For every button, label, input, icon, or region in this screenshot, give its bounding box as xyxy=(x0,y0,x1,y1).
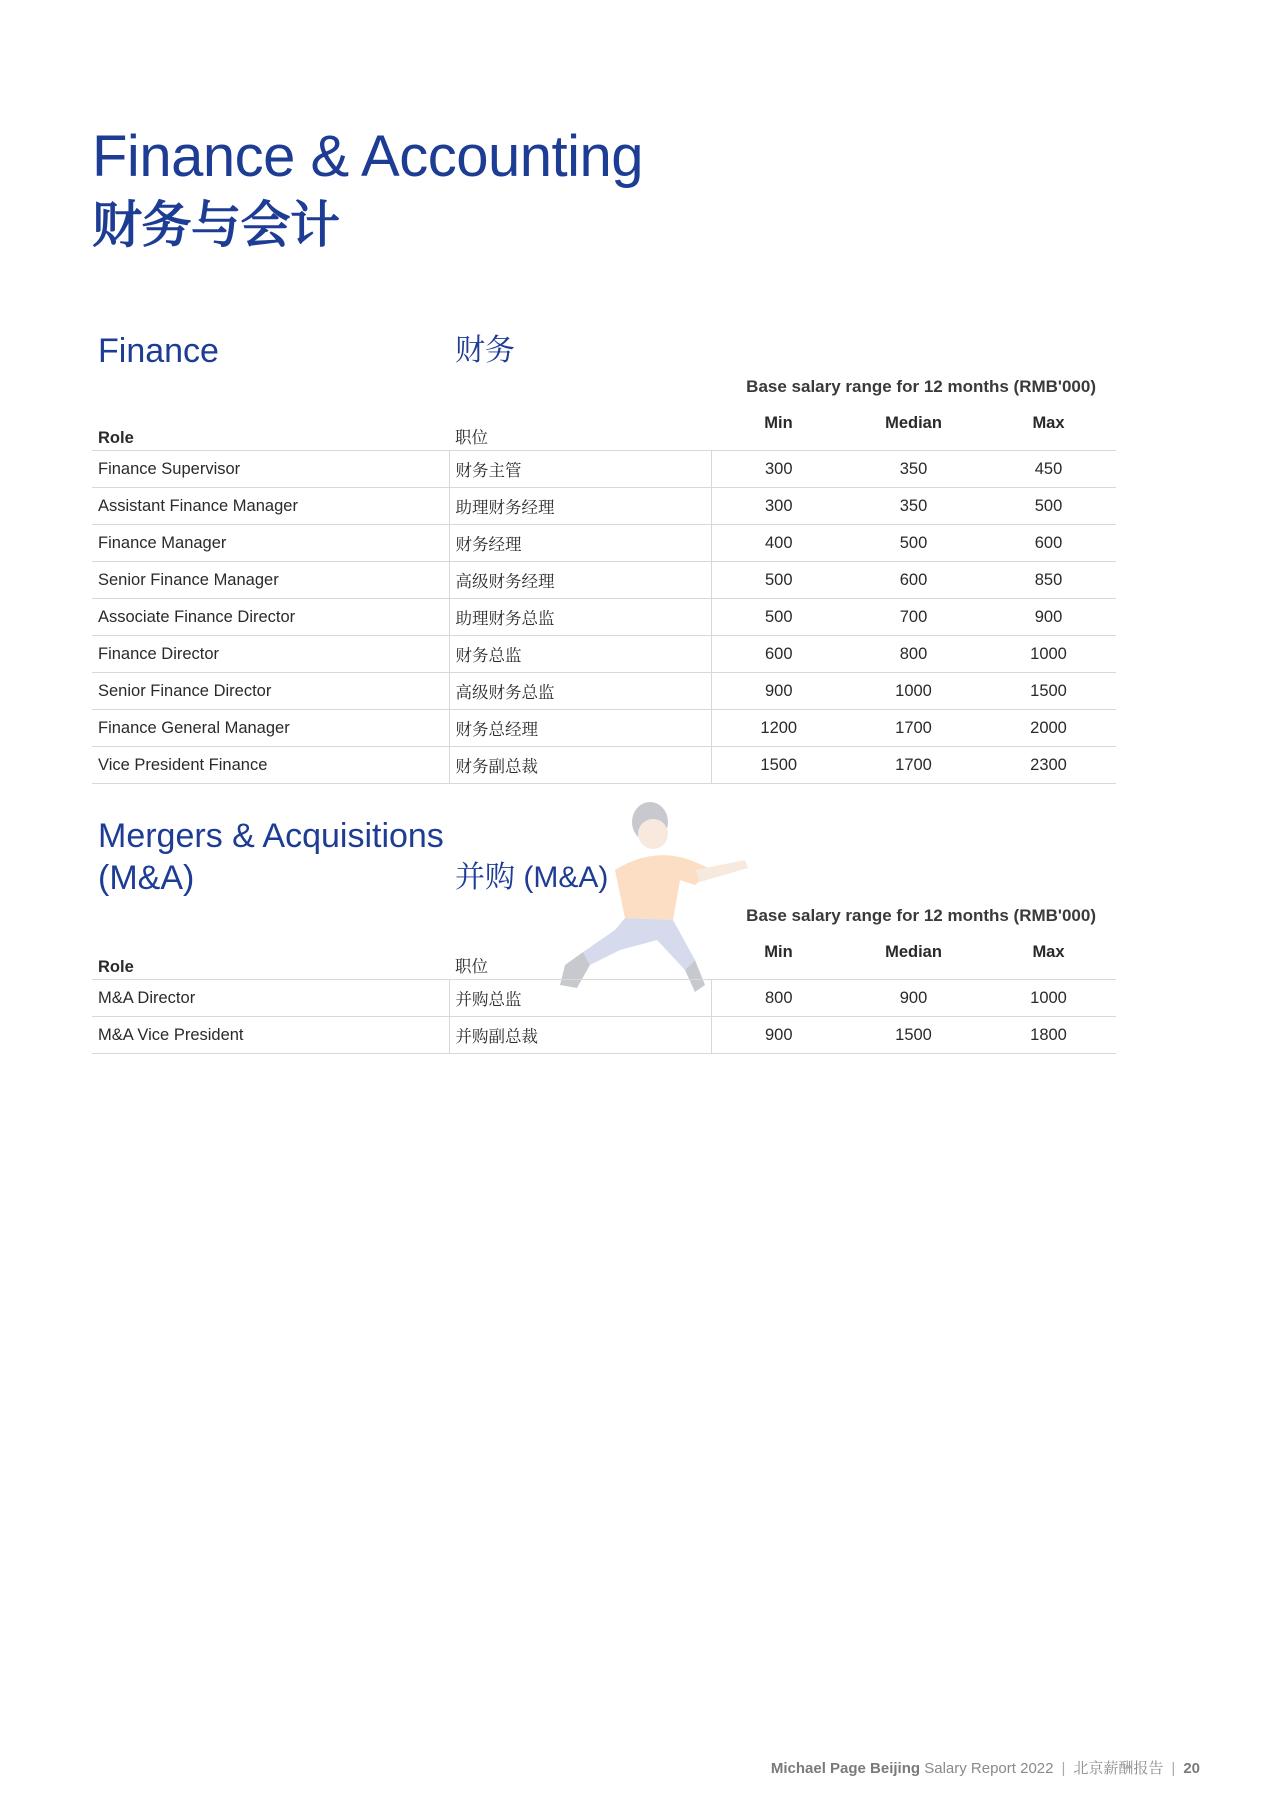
min-cell: 1500 xyxy=(711,747,846,784)
ma-title-line2: (M&A) xyxy=(98,859,195,897)
finance-section-title-zh: 财务 xyxy=(455,334,515,367)
table-row xyxy=(92,562,1116,599)
role-cell: Senior Finance Director xyxy=(92,673,449,710)
max-cell: 450 xyxy=(981,451,1116,488)
table-row xyxy=(92,673,1116,710)
min-cell: 300 xyxy=(711,488,846,525)
max-cell: 1800 xyxy=(981,1017,1116,1054)
role-cell: Senior Finance Manager xyxy=(92,562,449,599)
ma-title-line1: Mergers & Acquisitions xyxy=(98,817,444,855)
median-header: Median xyxy=(885,414,942,432)
median-cell: 350 xyxy=(846,451,981,488)
role-cell: Assistant Finance Manager xyxy=(92,488,449,525)
page-footer: Michael Page Beijing Salary Report 2022 | 北京薪酬报告 | 20 xyxy=(770,1760,1200,1777)
ma-table-body xyxy=(92,980,1116,1054)
median-cell: 1700 xyxy=(846,747,981,784)
role-cell: Associate Finance Director xyxy=(92,599,449,636)
table-header-row xyxy=(92,408,1116,451)
role-header: Role xyxy=(98,958,134,976)
table-row xyxy=(92,525,1116,562)
max-cell: 500 xyxy=(981,488,1116,525)
role-cell: Finance Manager xyxy=(92,525,449,562)
max-header: Max xyxy=(1032,414,1065,432)
median-header: Median xyxy=(885,943,942,961)
ma-section-title xyxy=(98,815,444,899)
min-header: Min xyxy=(764,943,793,961)
max-cell: 600 xyxy=(981,525,1116,562)
role-zh-cell: 并购总监 xyxy=(449,980,711,1017)
role-zh-header: 职位 xyxy=(455,958,488,976)
table-row xyxy=(92,488,1116,525)
role-zh-cell: 财务主管 xyxy=(449,451,711,488)
page-title-en: Finance & Accounting xyxy=(92,124,644,189)
median-cell: 1700 xyxy=(846,710,981,747)
max-cell: 1500 xyxy=(981,673,1116,710)
table-header-row xyxy=(92,937,1116,980)
role-zh-cell: 财务总经理 xyxy=(449,710,711,747)
max-header: Max xyxy=(1032,943,1065,961)
median-cell: 600 xyxy=(846,562,981,599)
table-row xyxy=(92,710,1116,747)
min-cell: 500 xyxy=(711,599,846,636)
median-cell: 700 xyxy=(846,599,981,636)
role-cell: Vice President Finance xyxy=(92,747,449,784)
role-zh-cell: 财务经理 xyxy=(449,525,711,562)
role-cell: Finance General Manager xyxy=(92,710,449,747)
min-cell: 1200 xyxy=(711,710,846,747)
role-header: Role xyxy=(98,429,134,447)
max-cell: 2300 xyxy=(981,747,1116,784)
ma-section xyxy=(92,815,1116,1046)
ma-section-title-zh: 并购 (M&A) xyxy=(455,861,609,894)
min-cell: 600 xyxy=(711,636,846,673)
median-cell: 350 xyxy=(846,488,981,525)
ma-section-header xyxy=(92,815,1116,899)
finance-section xyxy=(92,330,1116,776)
min-cell: 900 xyxy=(711,1017,846,1054)
table-row xyxy=(92,636,1116,673)
max-cell: 1000 xyxy=(981,980,1116,1017)
finance-section-title: Finance xyxy=(98,332,219,370)
role-cell: Finance Supervisor xyxy=(92,451,449,488)
table-row xyxy=(92,599,1116,636)
ma-range-caption: Base salary range for 12 months (RMB'000) xyxy=(746,906,1096,925)
min-header: Min xyxy=(764,414,793,432)
table-row xyxy=(92,1017,1116,1054)
min-cell: 400 xyxy=(711,525,846,562)
finance-salary-table xyxy=(92,408,1116,784)
role-zh-cell: 高级财务经理 xyxy=(449,562,711,599)
max-cell: 850 xyxy=(981,562,1116,599)
min-cell: 800 xyxy=(711,980,846,1017)
finance-table-body xyxy=(92,451,1116,784)
role-zh-header: 职位 xyxy=(455,429,488,447)
min-cell: 300 xyxy=(711,451,846,488)
min-cell: 500 xyxy=(711,562,846,599)
role-zh-cell: 并购副总裁 xyxy=(449,1017,711,1054)
table-row xyxy=(92,451,1116,488)
role-zh-cell: 助理财务经理 xyxy=(449,488,711,525)
page-title-zh: 财务与会计 xyxy=(92,197,340,253)
median-cell: 500 xyxy=(846,525,981,562)
median-cell: 1500 xyxy=(846,1017,981,1054)
role-cell: M&A Director xyxy=(92,980,449,1017)
role-zh-cell: 助理财务总监 xyxy=(449,599,711,636)
role-cell: Finance Director xyxy=(92,636,449,673)
page-number: 20 xyxy=(1183,1760,1200,1777)
max-cell: 900 xyxy=(981,599,1116,636)
role-zh-cell: 财务副总裁 xyxy=(449,747,711,784)
finance-range-caption: Base salary range for 12 months (RMB'000) xyxy=(746,377,1096,396)
role-cell: M&A Vice President xyxy=(92,1017,449,1054)
footer-report: Salary Report 2022 xyxy=(924,1760,1054,1777)
role-zh-cell: 财务总监 xyxy=(449,636,711,673)
role-zh-cell: 高级财务总监 xyxy=(449,673,711,710)
footer-brand: Michael Page Beijing xyxy=(770,1760,921,1777)
table-row xyxy=(92,980,1116,1017)
max-cell: 1000 xyxy=(981,636,1116,673)
ma-salary-table xyxy=(92,937,1116,1054)
median-cell: 800 xyxy=(846,636,981,673)
median-cell: 900 xyxy=(846,980,981,1017)
min-cell: 900 xyxy=(711,673,846,710)
footer-report-zh: 北京薪酬报告 xyxy=(1073,1760,1164,1777)
median-cell: 1000 xyxy=(846,673,981,710)
page-title xyxy=(92,122,643,258)
max-cell: 2000 xyxy=(981,710,1116,747)
table-row xyxy=(92,747,1116,784)
